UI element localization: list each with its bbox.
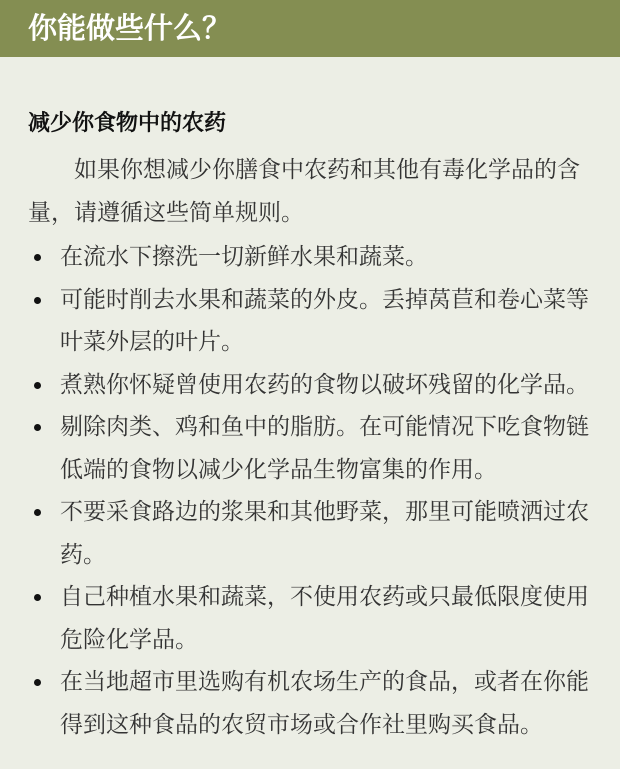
list-item bbox=[28, 364, 602, 407]
list-item bbox=[28, 406, 602, 491]
bullet-icon bbox=[34, 382, 41, 389]
header-banner bbox=[0, 0, 620, 57]
bullet-icon bbox=[34, 679, 41, 686]
bullet-icon bbox=[34, 424, 41, 431]
tips-list bbox=[28, 236, 602, 746]
intro-paragraph: 如果你想减少你膳食中农药和其他有毒化学品的含量，请遵循这些简单规则。 bbox=[28, 157, 580, 226]
list-item-text: 在流水下擦洗一切新鲜水果和蔬菜。 bbox=[60, 244, 428, 270]
section-heading: 减少你食物中的农药 bbox=[28, 110, 227, 136]
bullet-icon bbox=[34, 594, 41, 601]
list-item bbox=[28, 279, 602, 364]
list-item-text: 自己种植水果和蔬菜，不使用农药或只最低限度使用危险化学品。 bbox=[60, 584, 589, 653]
list-item-text: 剔除肉类、鸡和鱼中的脂肪。在可能情况下吃食物链低端的食物以减少化学品生物富集的作用。 bbox=[60, 414, 589, 483]
list-item bbox=[28, 576, 602, 661]
bullet-icon bbox=[34, 509, 41, 516]
list-item bbox=[28, 236, 602, 279]
page-title: 你能做些什么？ bbox=[28, 11, 232, 45]
list-item-text: 可能时削去水果和蔬菜的外皮。丢掉莴苣和卷心菜等叶菜外层的叶片。 bbox=[60, 286, 589, 355]
list-item-text: 煮熟你怀疑曾使用农药的食物以破坏残留的化学品。 bbox=[60, 371, 589, 398]
bullet-icon bbox=[34, 297, 41, 304]
list-item bbox=[28, 491, 602, 576]
list-item bbox=[28, 661, 602, 746]
list-item-text: 在当地超市里选购有机农场生产的食品，或者在你能得到这种食品的农贸市场或合作社里购买食品。 bbox=[60, 669, 589, 738]
bullet-icon bbox=[34, 254, 41, 261]
list-item-text: 不要采食路边的浆果和其他野菜，那里可能喷洒过农药。 bbox=[60, 499, 589, 568]
